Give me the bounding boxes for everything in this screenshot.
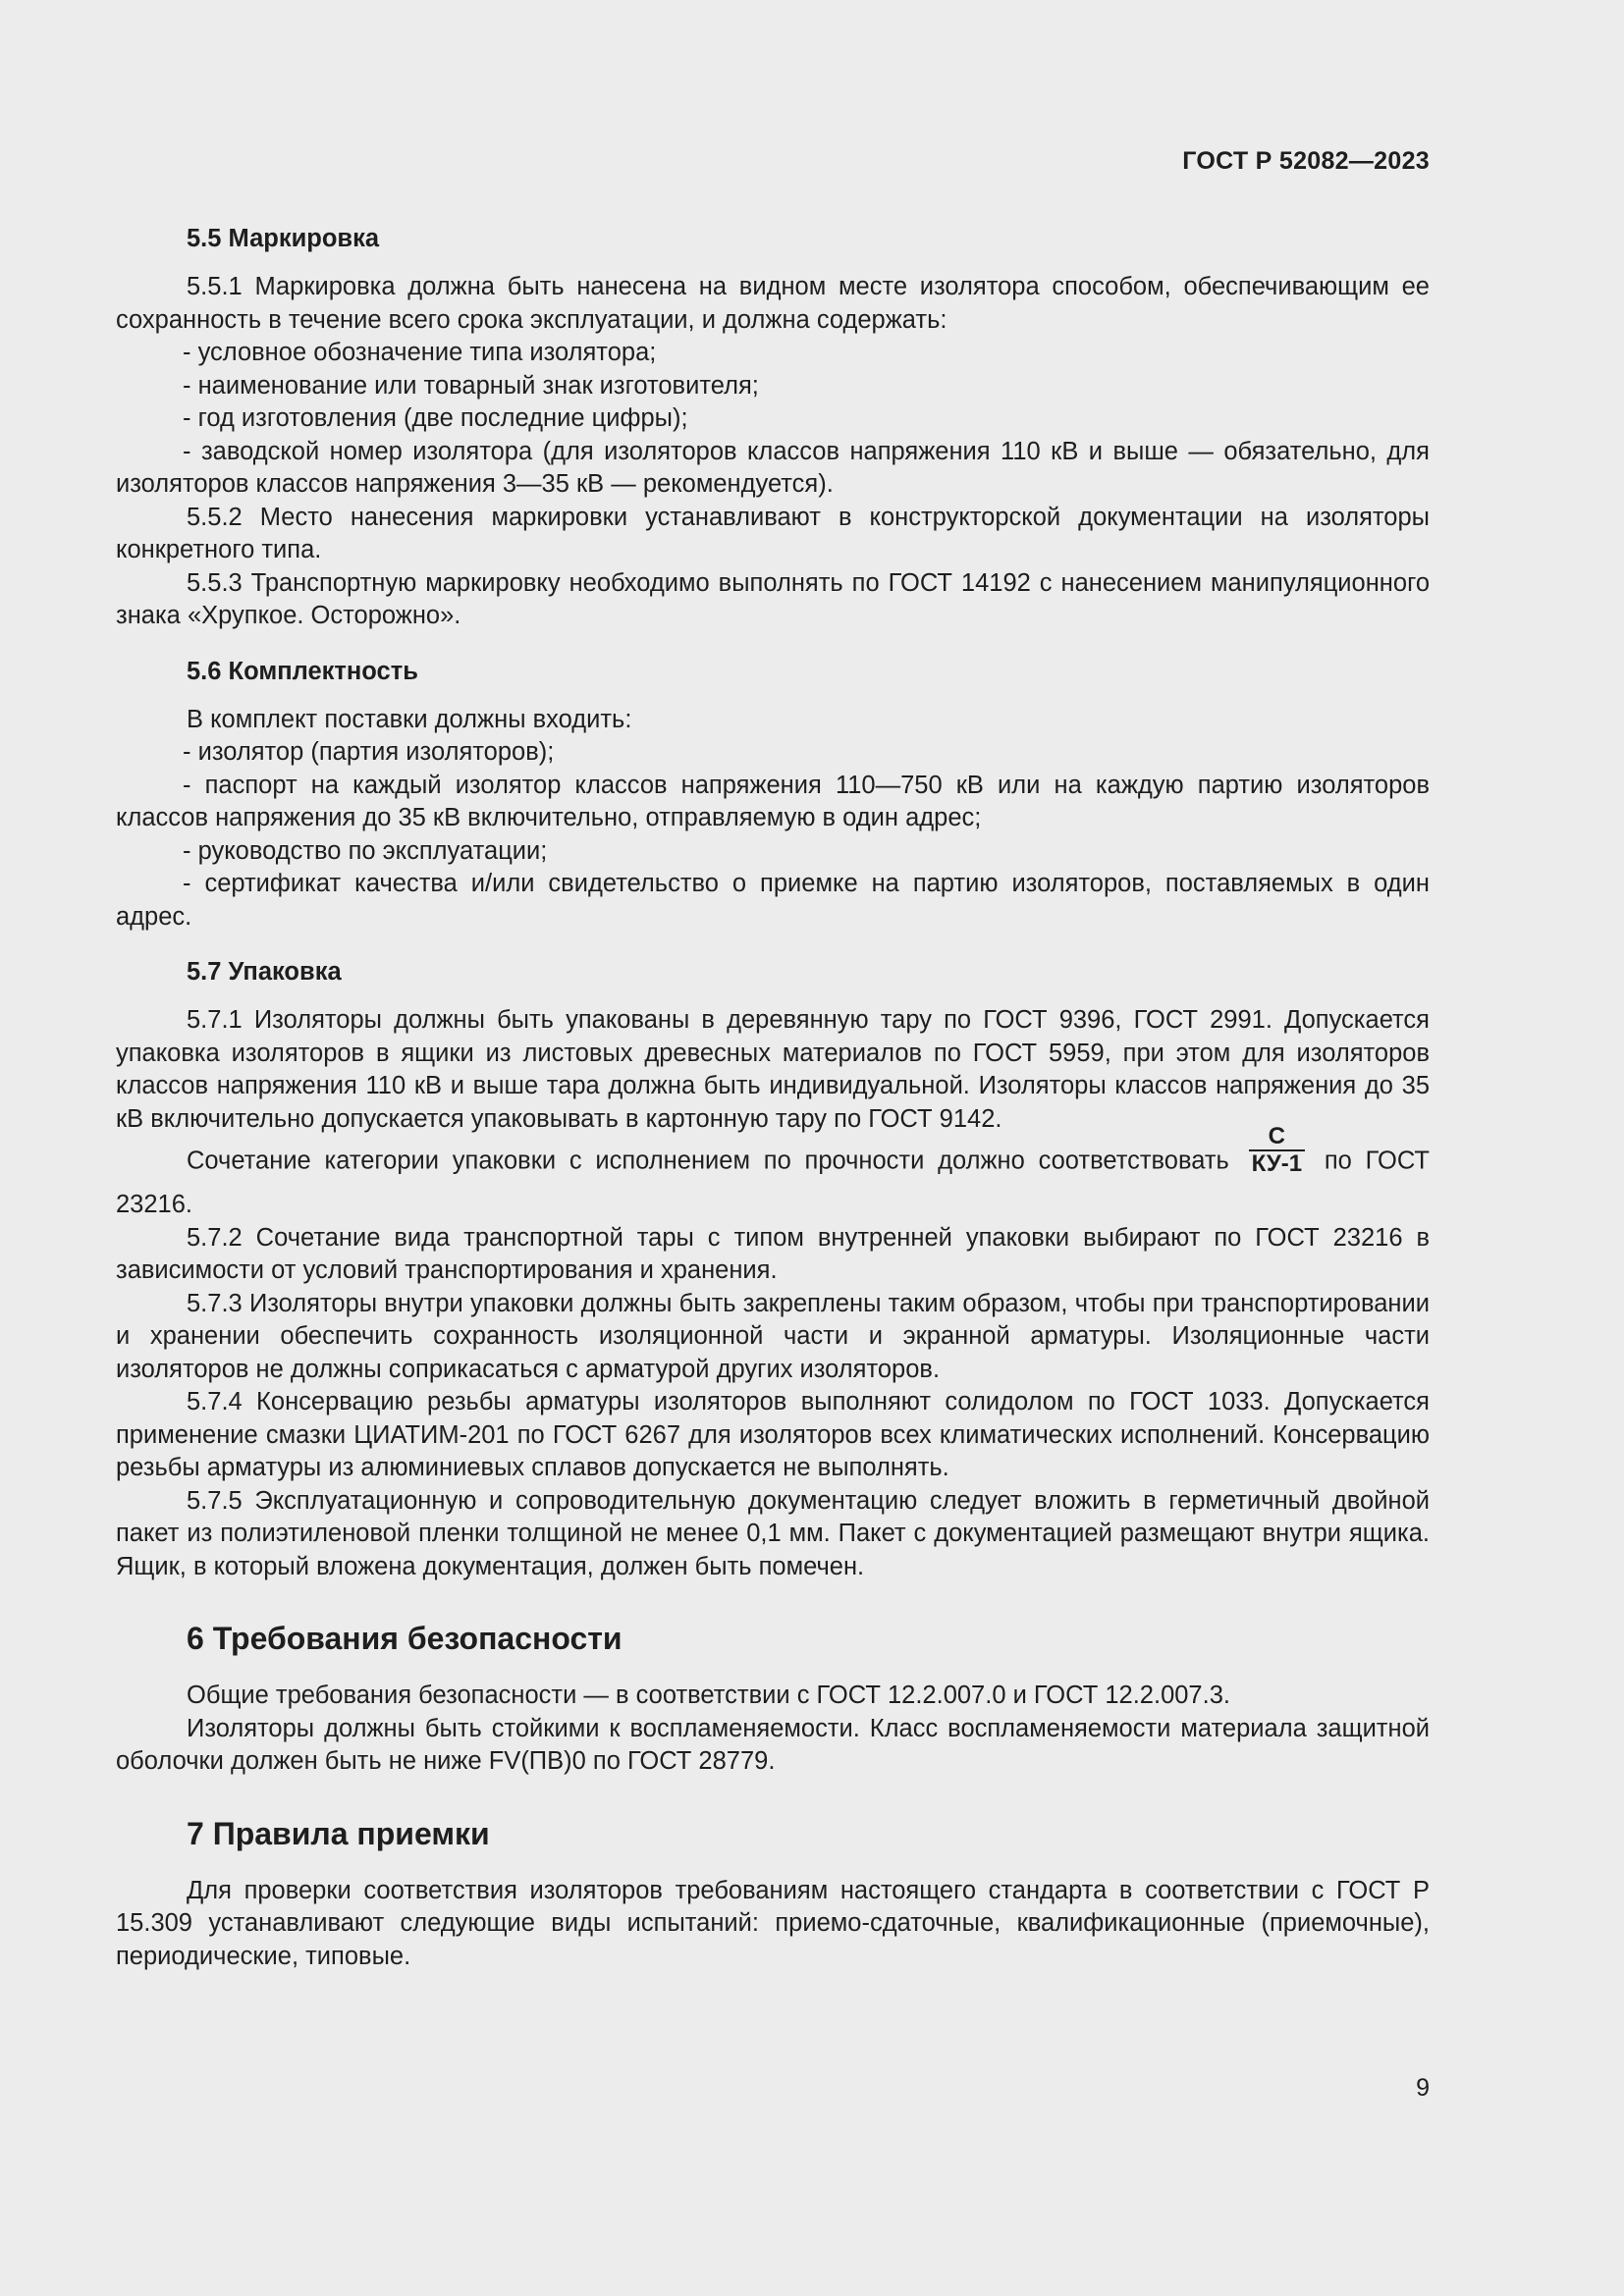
section-6-safety [116,1619,1430,1779]
section-7-acceptance [116,1814,1430,1974]
list-item: - сертификат качества и/или свидетельство о приемке на партию изоляторов, поставляемых в один адрес. [116,870,1430,931]
chapter-heading: 6 Требования безопасности [187,1621,623,1656]
paragraph: 5.5.1 Маркировка должна быть нанесена на видном месте изолятора способом, обеспечивающим ее сохранность в течение всего срока эксплуатации, и должна содержать: [116,273,1430,334]
paragraph: 5.7.2 Сочетание вида транспортной тары с типом внутренней упаковки выбирают по ГОСТ 23216 в зависимости от условий транспортирования и хранения. [116,1223,1430,1284]
combination-text: Сочетание категории упаковки с исполнением по прочности должно соответствовать [187,1147,1243,1175]
list-item: - руководство по эксплуатации; [183,836,548,865]
section-heading: 5.5 Маркировка [187,225,380,252]
list-item: - заводской номер изолятора (для изоляторов классов напряжения 110 кВ и выше — обязательно, для изоляторов классов напряжения 3—35 кВ — рекомендуется). [116,437,1430,498]
document-body [116,222,1430,1973]
list-item: - условное обозначение типа изолятора; [183,339,657,366]
packaging-fraction [1249,1124,1306,1177]
paragraph-combination [116,1123,1430,1222]
paragraph: В комплект поставки должны входить: [187,705,632,733]
section-5-6-completeness [116,655,1430,934]
section-5-5-marking [116,222,1430,633]
paragraph: Общие требования безопасности — в соответствии с ГОСТ 12.2.007.0 и ГОСТ 12.2.007.3. [187,1682,1230,1709]
paragraph: 5.7.1 Изоляторы должны быть упакованы в деревянную тару по ГОСТ 9396, ГОСТ 2991. Допускается упаковка изоляторов в ящики из листовых древесных материалов по ГОСТ 5959, при этом для изоляторов классов напряжения 110 кВ и выше тара должна быть индивидуальной. Изоляторы классов напряжения до 35 кВ включительно допускается упаковывать в картонную тару по ГОСТ 9142. [116,1006,1430,1133]
list-item: - паспорт на каждый изолятор классов напряжения 110—750 кВ или на каждую партию изоляторов классов напряжения до 35 кВ включительно, отправляемую в один адрес; [116,771,1430,831]
fraction-denominator: КУ-1 [1251,1150,1303,1177]
document-code: ГОСТ Р 52082—2023 [1182,147,1430,175]
paragraph: 5.7.5 Эксплуатационную и сопроводительную документацию следует вложить в герметичный двойной пакет из полиэтиленовой пленки толщиной не менее 0,1 мм. Пакет с документацией размещают внутри ящика. Ящик, в который вложена документация, должен быть помечен. [116,1486,1430,1580]
paragraph: 5.5.3 Транспортную маркировку необходимо выполнять по ГОСТ 14192 с нанесением манипуляционного знака «Хрупкое. Осторожно». [116,568,1430,629]
paragraph: Изоляторы должны быть стойкими к воспламеняемости. Класс воспламеняемости материала защитной оболочки должен быть не ниже FV(ПВ)0 по ГОСТ 28779. [116,1714,1430,1775]
list-item: - год изготовления (две последние цифры); [183,404,688,432]
chapter-heading: 7 Правила приемки [187,1815,490,1851]
page-number: 9 [1416,2074,1430,2102]
fraction-numerator: С [1249,1124,1306,1151]
paragraph: 5.5.2 Место нанесения маркировки устанавливают в конструкторской документации на изоляторы конкретного типа. [116,503,1430,563]
paragraph: 5.7.3 Изоляторы внутри упаковки должны быть закреплены таким образом, чтобы при транспортировании и хранении обеспечить сохранность изоляционной части и экранной арматуры. Изоляционные части изоляторов не должны соприкасаться с арматурой других изоляторов. [116,1289,1430,1383]
paragraph: Для проверки соответствия изоляторов требованиям настоящего стандарта в соответствии с ГОСТ Р 15.309 устанавливают следующие виды испытаний: приемо-сдаточные, квалификационные (приемочные), периодические, типовые. [116,1876,1430,1970]
combination-text-end: по ГОСТ 23216. [116,1147,1430,1218]
section-5-7-packaging [116,955,1430,1583]
list-item: - наименование или товарный знак изготовителя; [183,371,759,400]
section-heading: 5.6 Комплектность [187,657,418,685]
list-item: - изолятор (партия изоляторов); [183,738,555,766]
paragraph: 5.7.4 Консервацию резьбы арматуры изоляторов выполняют солидолом по ГОСТ 1033. Допускается применение смазки ЦИАТИМ-201 по ГОСТ 6267 для изоляторов всех климатических исполнений. Консервацию резьбы арматуры из алюминиевых сплавов допускается не выполнять. [116,1388,1430,1481]
section-heading: 5.7 Упаковка [187,958,342,986]
